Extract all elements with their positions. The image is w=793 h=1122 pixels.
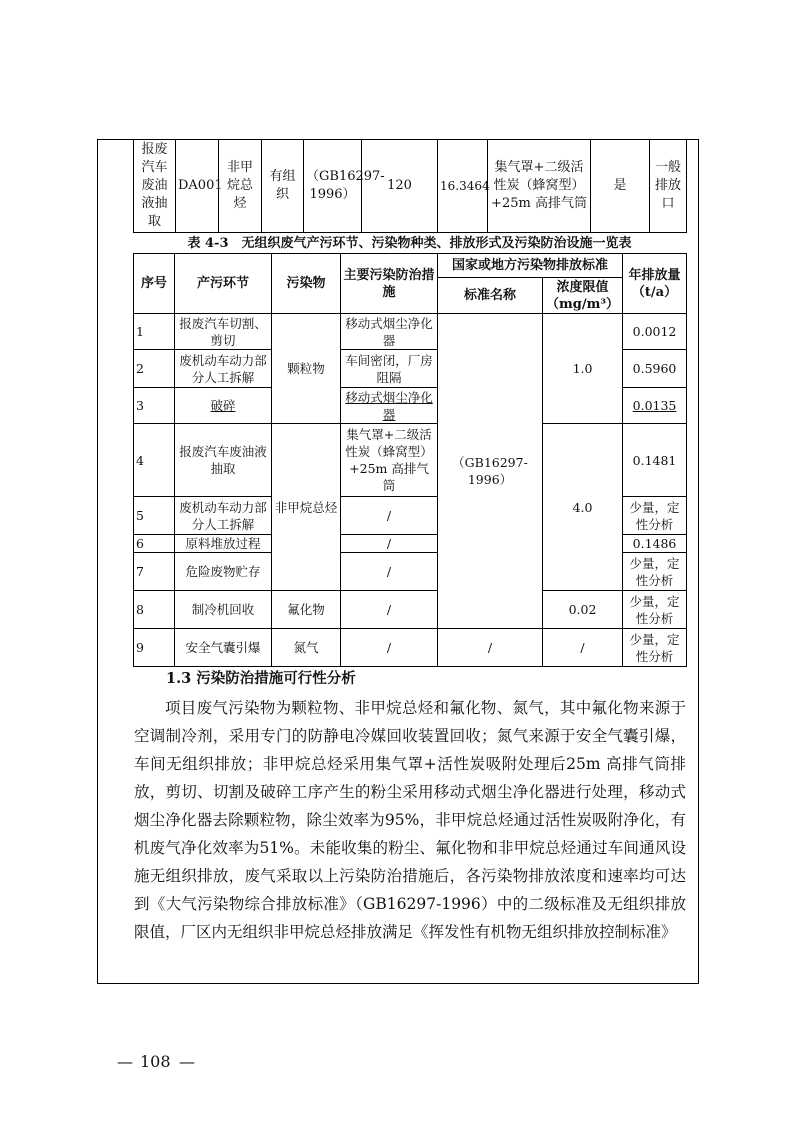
- cell-seq: 8: [134, 591, 175, 629]
- cell-seq: 5: [134, 497, 175, 535]
- cell-limit-nmhc: 4.0: [543, 424, 623, 591]
- cell-annual: 0.0012: [623, 314, 687, 350]
- cell-stage: 原料堆放过程: [175, 535, 272, 553]
- cell-stage: 废机动车动力部分人工拆解: [175, 350, 272, 388]
- cell-stage: 破碎: [175, 388, 272, 424]
- header-seq: 序号: [134, 254, 175, 314]
- table-cell: （GB16297-1996）: [304, 140, 362, 233]
- cell-limit-fluoride: 0.02: [543, 591, 623, 629]
- cell-seq: 6: [134, 535, 175, 553]
- cell-stage: 安全气囊引爆: [175, 629, 272, 667]
- table-cell: 非甲烷总烃: [219, 140, 262, 233]
- cell-annual: 少量，定性分析: [623, 591, 687, 629]
- header-pollutant: 污染物: [272, 254, 341, 314]
- cell-measure: /: [341, 629, 438, 667]
- table-cell: DA001: [176, 140, 219, 233]
- cell-pollutant-fluoride: 氟化物: [272, 591, 341, 629]
- cell-limit: /: [543, 629, 623, 667]
- cell-annual: 少量，定性分析: [623, 629, 687, 667]
- cell-seq: 3: [134, 388, 175, 424]
- table-cell: 是: [591, 140, 650, 233]
- header-std-name: 标准名称: [438, 278, 543, 314]
- header-limit: 浓度限值（mg/m³）: [543, 278, 623, 314]
- page-dash-right: —: [179, 1052, 195, 1071]
- table-cell: 集气罩+二级活性炭（蜂窝型）+25m 高排气筒: [488, 140, 591, 233]
- cell-seq: 2: [134, 350, 175, 388]
- cell-annual: 0.1486: [623, 535, 687, 553]
- cell-stage: 危险废物贮存: [175, 553, 272, 591]
- table-row: [134, 424, 687, 497]
- body-paragraph: 项目废气污染物为颗粒物、非甲烷总烃和氟化物、氮气，其中氟化物来源于空调制冷剂，采用专门的防静电冷媒回收装置回收；氮气来源于安全气囊引爆，车间无组织排放；非甲烷总烃采用集气罩+活性炭吸附处理后25m 高排气筒排放，剪切、切割及破碎工序产生的粉尘采用移动式烟尘净化器进行处理，移动式烟尘净化器去除颗粒物，除尘效率为95%，非甲烷总烃通过活性炭吸附净化，有机废气净化效率为51%。未能收集的粉尘、氟化物和非甲烷总烃通过车间通风设施无组织排放，废气采取以上污染防治措施后，各污染物排放浓度和速率均可达到《大气污染物综合排放标准》（GB16297-1996）中的二级标准及无组织排放限值，厂区内无组织非甲烷总烃排放满足《挥发性有机物无组织排放控制标准》: [134, 699, 686, 941]
- cell-pollutant-particulate: 颗粒物: [272, 314, 341, 424]
- table-row: [134, 591, 687, 629]
- cell-measure: 车间密闭，厂房阻隔: [341, 350, 438, 388]
- cell-measure: /: [341, 553, 438, 591]
- page-dash-left: —: [117, 1052, 133, 1071]
- cell-pollutant-nitrogen: 氮气: [272, 629, 341, 667]
- cell-stage: 废机动车动力部分人工拆解: [175, 497, 272, 535]
- table-row: [134, 140, 687, 233]
- fugitive-emission-table: [133, 253, 687, 667]
- table-cell: 一般排放口: [650, 140, 687, 233]
- cell-measure: 移动式烟尘净化器: [341, 388, 438, 424]
- table-cell: 120: [362, 140, 438, 233]
- cell-stage: 报废汽车废油液抽取: [175, 424, 272, 497]
- cell-annual: 0.5960: [623, 350, 687, 388]
- table-cell: 报废汽车废油液抽取: [134, 140, 176, 233]
- organized-emission-table-fragment: [133, 139, 687, 233]
- cell-seq: 9: [134, 629, 175, 667]
- cell-seq: 7: [134, 553, 175, 591]
- header-stage: 产污环节: [175, 254, 272, 314]
- header-measures: 主要污染防治措施: [341, 254, 438, 314]
- cell-annual: 0.1481: [623, 424, 687, 497]
- cell-annual: 少量，定性分析: [623, 497, 687, 535]
- cell-measure: /: [341, 591, 438, 629]
- cell-limit-particulate: 1.0: [543, 314, 623, 424]
- cell-measure: 集气罩+二级活性炭（蜂窝型）+25m 高排气筒: [341, 424, 438, 497]
- table-caption: 表 4-3 无组织废气产污环节、污染物种类、排放形式及污染防治设施一览表: [187, 236, 632, 251]
- cell-standard-name: /: [438, 629, 543, 667]
- table-cell: 有组织: [262, 140, 304, 233]
- table-cell: 16.3464: [438, 140, 488, 233]
- cell-seq: 4: [134, 424, 175, 497]
- section-title: 1.3 污染防治措施可行性分析: [166, 670, 356, 687]
- cell-annual: 少量，定性分析: [623, 553, 687, 591]
- cell-stage: 制冷机回收: [175, 591, 272, 629]
- cell-stage: 报废汽车切割、剪切: [175, 314, 272, 350]
- table-row: [134, 314, 687, 350]
- page-number: 108: [140, 1052, 171, 1071]
- cell-measure: 移动式烟尘净化器: [341, 314, 438, 350]
- cell-measure: /: [341, 497, 438, 535]
- header-annual: 年排放量（t/a）: [623, 254, 687, 314]
- cell-pollutant-nmhc: 非甲烷总烃: [272, 424, 341, 591]
- cell-standard-name: （GB16297-1996）: [438, 314, 543, 629]
- cell-annual: 0.0135: [623, 388, 687, 424]
- cell-seq: 1: [134, 314, 175, 350]
- cell-measure: /: [341, 535, 438, 553]
- header-standard-group: 国家或地方污染物排放标准: [438, 254, 623, 278]
- table-row: [134, 629, 687, 667]
